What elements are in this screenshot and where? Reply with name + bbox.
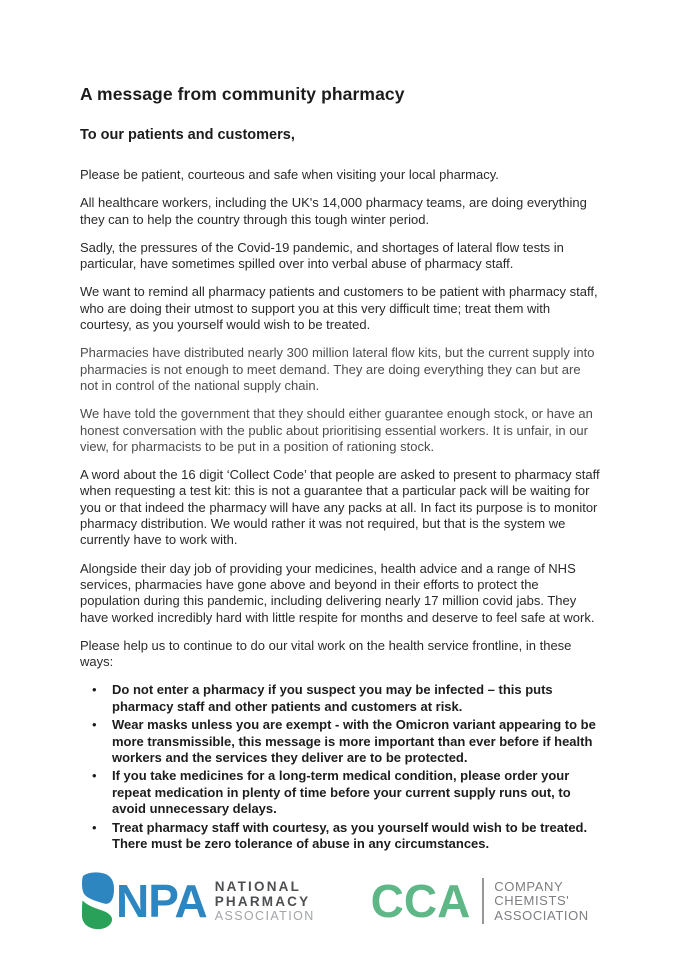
paragraph-9: Please help us to continue to do our vital work on the health service frontline, in these ways: xyxy=(80,637,572,670)
npa-name-line-2: PHARMACY xyxy=(214,894,311,910)
bullet-item-3 xyxy=(90,768,600,817)
cca-name-block xyxy=(494,880,588,924)
cca-name-line-1: COMPANY xyxy=(494,878,564,894)
bullet-item-text: If you take medicines for a long-term medical condition, please order your repeat medication in plenty of time before your current supply runs out, to avoid unnecessary delays. xyxy=(112,768,571,817)
paragraph-4: We want to remind all pharmacy patients and customers to be patient with pharmacy staff, who are doing their utmost to support you at this very difficult time; treat them with courtesy, as you yourself would wish to be treated. xyxy=(80,284,598,333)
bullet-icon: • xyxy=(92,768,97,784)
npa-capsule-icon xyxy=(80,872,114,930)
npa-logo xyxy=(80,872,315,930)
bullet-item-text: Treat pharmacy staff with courtesy, as you yourself would wish to be treated. There must be zero tolerance of abuse in any circumstances. xyxy=(112,819,588,852)
salutation: To our patients and customers, xyxy=(80,127,295,143)
paragraph-2: All healthcare workers, including the UK's 14,000 pharmacy teams, are doing everything they can to help the country through this tough winter period. xyxy=(80,195,587,227)
paragraph-1: Please be patient, courteous and safe when visiting your local pharmacy. xyxy=(80,167,499,182)
npa-name-block xyxy=(215,879,315,923)
cca-name-line-2: CHEMISTS' xyxy=(494,893,570,909)
bullet-item-text: Wear masks unless you are exempt - with the Omicron variant appearing to be more transmissible, this message is more important than ever before if health workers and the services they deliver are to be protected. xyxy=(112,717,596,766)
bullet-icon: • xyxy=(92,819,97,835)
paragraph-7: A word about the 16 digit ‘Collect Code’ that people are asked to present to pharmacy staff when requesting a test kit: this is not a guarantee that a particular pack will be waiting for you or that indeed the pharmacy will have any packs at all. In fact its purpose is to monitor pharmacy distribution. We would rather it was not required, but that is the system we currently have to work with. xyxy=(80,467,600,548)
footer-logos xyxy=(80,872,600,930)
bullet-item-text: Do not enter a pharmacy if you suspect you may be infected – this puts pharmacy staff and other patients and customers at risk. xyxy=(112,682,553,714)
cca-divider-line xyxy=(482,878,484,924)
paragraph-5: Pharmacies have distributed nearly 300 million lateral flow kits, but the current supply into pharmacies is not enough to meet demand. They are doing everything they can but are not in control of the national supply chain. xyxy=(80,345,595,393)
paragraph-3: Sadly, the pressures of the Covid-19 pandemic, and shortages of lateral flow tests in particular, have sometimes spilled over into verbal abuse of pharmacy staff. xyxy=(80,239,564,272)
bullet-icon: • xyxy=(92,682,97,698)
paragraph-8: Alongside their day job of providing your medicines, health advice and a range of NHS services, pharmacies have gone above and beyond in their efforts to protect the population during this pandemic, including delivering nearly 17 million covid jabs. They have worked incredibly hard with little respite for months and deserve to feel safe at work. xyxy=(80,560,595,625)
document-title: A message from community pharmacy xyxy=(80,84,405,104)
bullet-list xyxy=(80,682,600,852)
npa-acronym: NPA xyxy=(116,875,207,928)
npa-name-line-1: NATIONAL xyxy=(214,879,302,895)
bullet-item-4 xyxy=(90,820,600,853)
bullet-item-1 xyxy=(90,682,600,715)
cca-logo xyxy=(370,875,589,928)
npa-name-line-3: ASSOCIATION xyxy=(214,909,315,924)
paragraph-6: We have told the government that they should either guarantee enough stock, or have an honest conversation with the public about prioritising essential workers. It is unfair, in our view, for pharmacists to be put in a position of rationing stock. xyxy=(80,406,593,454)
cca-name-line-3: ASSOCIATION xyxy=(494,907,589,923)
cca-acronym: CCA xyxy=(370,875,471,928)
bullet-icon: • xyxy=(92,717,97,733)
bullet-item-2 xyxy=(90,717,600,766)
